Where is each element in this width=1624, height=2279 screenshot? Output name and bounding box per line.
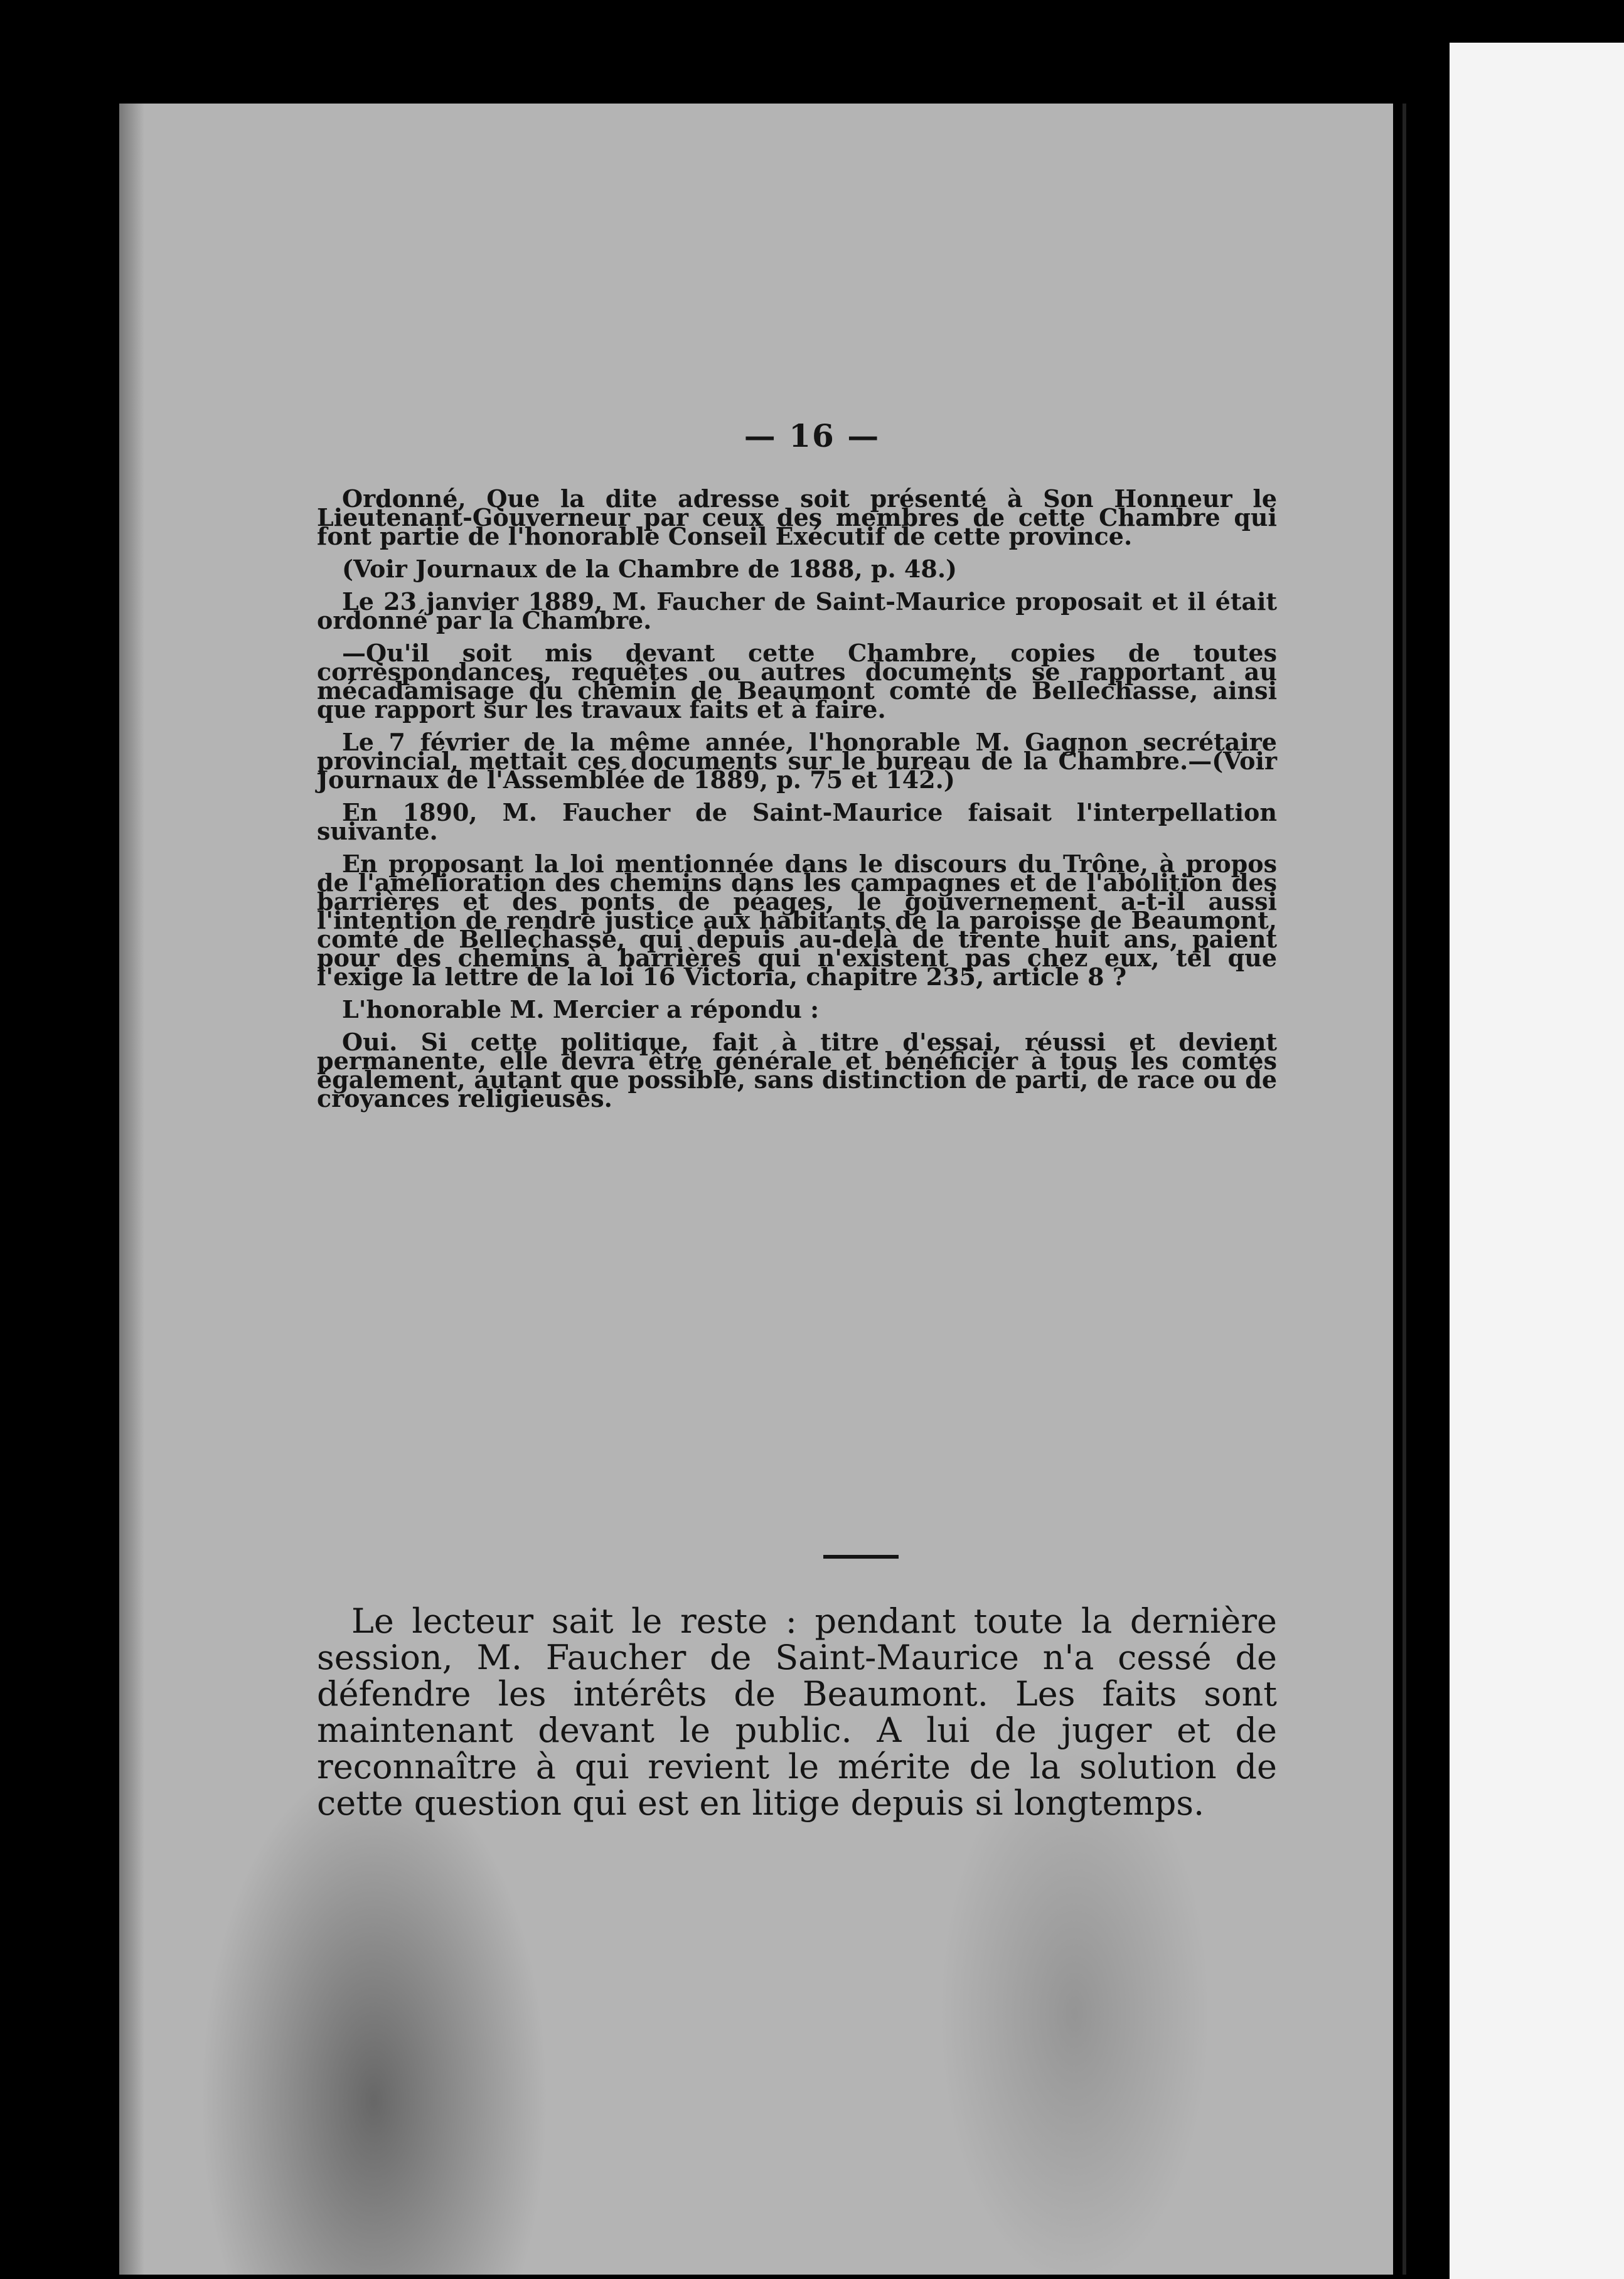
paragraph: Ordonné, Que la dite adresse soit présenté à Son Honneur le Lieutenant-Gouverneur par ceux des membres de cette Chambre qui font partie de l'honorable Conseil Exécutif de cette province. — [317, 484, 1277, 550]
paragraph: Le 23 janvier 1889, M. Faucher de Saint-Maurice proposait et il était ordonné par la Chambre. — [317, 587, 1277, 634]
paragraph: —Qu'il soit mis devant cette Chambre, copies de toutes correspondances, requêtes ou autres documents se rapportant au mécadamisage du chemin de Beaumont comté de Bellechasse, ainsi que rapport sur les travaux faits et à faire. — [317, 639, 1277, 723]
closing-paragraph: Le lecteur sait le reste : pendant toute la dernière session, M. Faucher de Saint-Maurice n'a cessé de défendre les intérêts de Beaumont. Les faits sont maintenant devant le public. A lui de juger et de reconnaître à qui revient le mérite de la solution de cette question qui est en litige depuis si longtemps. — [317, 1601, 1277, 1823]
document-body-small — [317, 484, 1277, 1122]
paragraph: L'honorable M. Mercier a répondu : — [342, 995, 820, 1023]
page-number: — 16 — — [744, 417, 880, 454]
paragraph: Le 7 février de la même année, l'honorable M. Gagnon secrétaire provincial, mettait ces documents sur le bureau de la Chambre.—(Voir Journaux de l'Assemblée de 1889, p. 75 et 142.) — [317, 728, 1277, 794]
paragraph: En 1890, M. Faucher de Saint-Maurice faisait l'interpellation suivante. — [317, 798, 1277, 845]
paragraph: (Voir Journaux de la Chambre de 1888, p. 48.) — [342, 555, 958, 583]
paragraph: En proposant la loi mentionnée dans le discours du Trône, à propos de l'amélioration des chemins dans les campagnes et de l'abolition des barrières et des ponts de péages, le gouvernement a-t-il aussi l'intention de rendre justice aux habitants de la paroisse de Beaumont, comté de Bellechasse, qui depuis au-delà de trente huit ans, paient pour des chemins à barrières qui n'existent pas chez eux, tel que l'exige la lettre de la loi 16 Victoria, chapitre 235, article 8 ? — [317, 850, 1277, 991]
page-edge-strip — [1450, 43, 1624, 2279]
paragraph: Oui. Si cette politique, fait à titre d'essai, réussi et devient permanente, elle devra être générale et bénéficier à tous les comtés également, autant que possible, sans distinction de parti, de race ou de croyances religieuses. — [317, 1028, 1277, 1113]
document-body-large — [317, 1603, 1277, 1822]
section-divider — [823, 1555, 899, 1559]
